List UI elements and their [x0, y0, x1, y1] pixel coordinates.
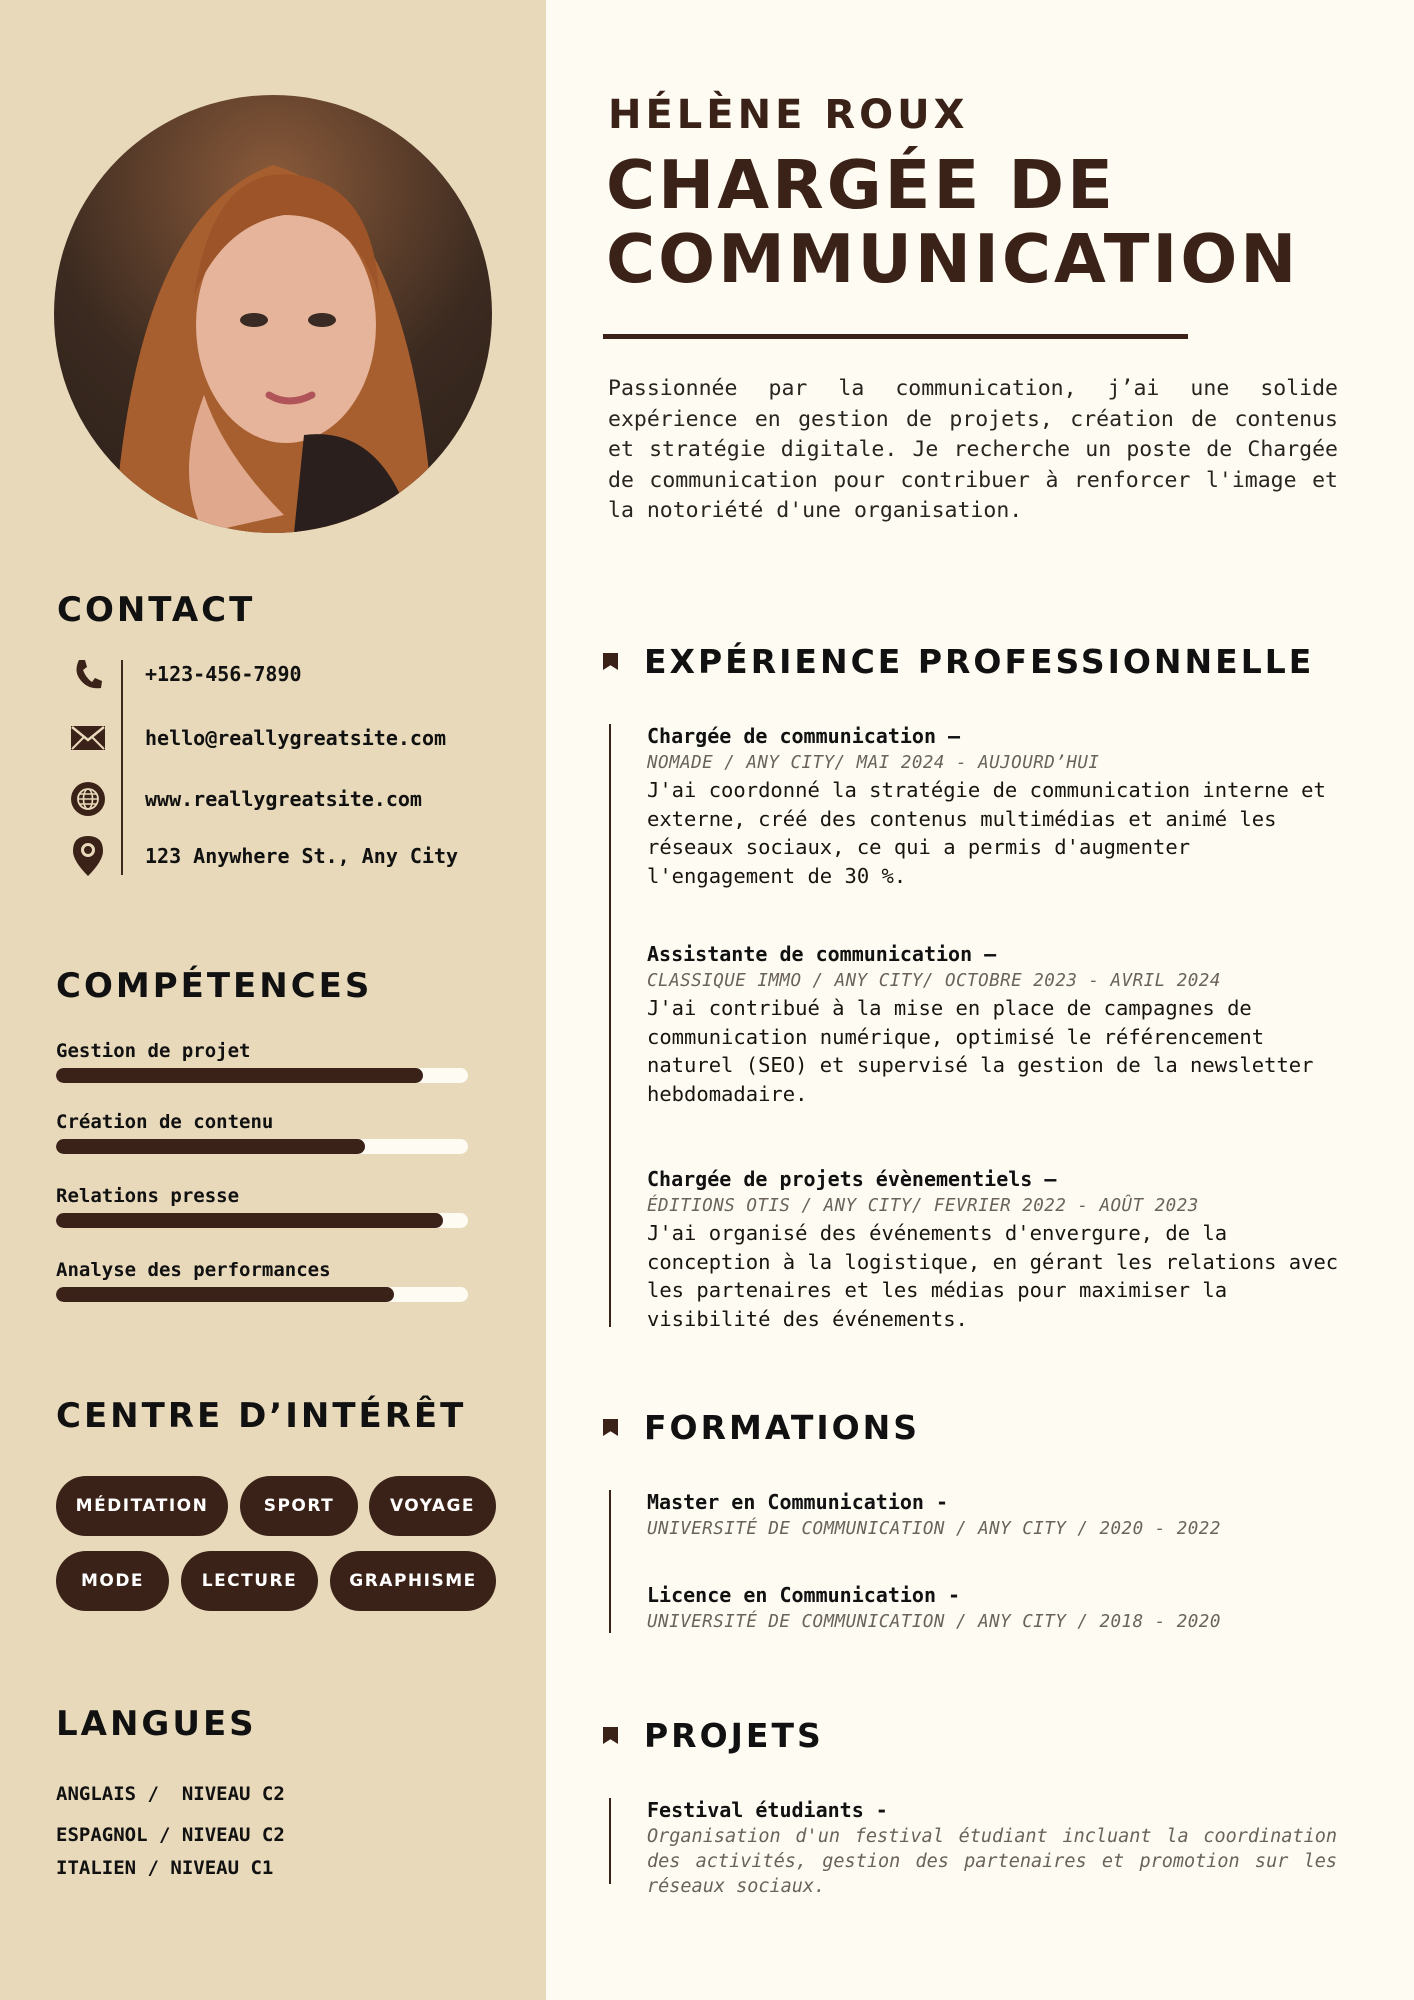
entry-title: Assistante de communication – — [647, 942, 997, 966]
skill-bar — [56, 1068, 468, 1083]
skill-bar — [56, 1287, 468, 1302]
interest-pill: VOYAGE — [369, 1476, 496, 1536]
skill-item — [56, 1040, 468, 1083]
job-title-line: COMMUNICATION — [606, 220, 1300, 298]
projects-heading — [603, 1716, 824, 1755]
skill-bar-fill — [56, 1068, 423, 1083]
phone-icon — [70, 656, 106, 692]
entry-description: Organisation d'un festival étudiant incluant la coordination des activités, gestion des partenaires et promotion sur les réseaux sociaux. — [647, 1826, 1337, 1897]
education-title: FORMATIONS — [644, 1408, 921, 1447]
skill-item — [56, 1111, 468, 1154]
job-title — [606, 148, 1299, 296]
interest-pill: GRAPHISME — [330, 1551, 496, 1611]
entry-description: J'ai coordonné la stratégie de communication interne et externe, créé des contenus multimédias et animé les réseaux sociaux, ce qui a permis d'augmenter l'engagement de 30 %. — [647, 778, 1326, 888]
language-item: ITALIEN / NIVEAU C1 — [56, 1857, 274, 1879]
profile-photo — [54, 95, 492, 533]
title-rule — [603, 334, 1188, 339]
contact-phone — [70, 656, 302, 692]
education-entry — [647, 1582, 1347, 1635]
contact-email-text[interactable]: hello@reallygreatsite.com — [145, 726, 447, 750]
entry-meta: NOMADE / ANY CITY/ MAI 2024 - AUJOURD’HUI — [647, 753, 1100, 773]
skills-title: COMPÉTENCES — [56, 966, 373, 1006]
skill-label: Relations presse — [56, 1185, 240, 1207]
contact-address — [70, 838, 459, 874]
skill-label: Analyse des performances — [56, 1259, 331, 1281]
entry-title: Master en Communication - — [647, 1490, 949, 1514]
globe-icon — [70, 781, 106, 817]
profile-summary: Passionnée par la communication, j’ai une solide expérience en gestion de projets, création de contenus et stratégie digitale. Je recherche un poste de Chargée de communication pour contribuer à renforcer l'image et la notoriété d'une organisation. — [608, 376, 1338, 523]
skill-bar — [56, 1139, 468, 1154]
education-timeline — [609, 1490, 611, 1633]
entry-meta: UNIVERSITÉ DE COMMUNICATION / ANY CITY / 2018 - 2020 — [647, 1612, 1221, 1632]
bookmark-icon — [603, 1727, 618, 1744]
contact-phone-text: +123-456-7890 — [145, 662, 302, 686]
contact-website-text[interactable]: www.reallygreatsite.com — [145, 787, 422, 811]
experience-title: EXPÉRIENCE PROFESSIONNELLE — [644, 642, 1315, 681]
education-heading — [603, 1408, 920, 1447]
contact-title: CONTACT — [57, 590, 256, 630]
interest-pill: SPORT — [240, 1476, 358, 1536]
entry-title: Festival étudiants - — [647, 1798, 888, 1822]
sidebar — [0, 0, 546, 2000]
skill-label: Gestion de projet — [56, 1040, 251, 1062]
contact-email — [70, 720, 447, 756]
location-pin-icon — [70, 838, 106, 874]
education-entry — [647, 1489, 1347, 1542]
experience-heading — [603, 642, 1314, 681]
person-name: HÉLÈNE ROUX — [608, 92, 969, 138]
skill-bar-fill — [56, 1287, 394, 1302]
languages-title: LANGUES — [56, 1704, 257, 1744]
skill-label: Création de contenu — [56, 1111, 274, 1133]
entry-title: Chargée de communication – — [647, 724, 961, 748]
interests-title: CENTRE D’INTÉRÊT — [56, 1396, 467, 1436]
projects-title: PROJETS — [644, 1716, 824, 1755]
contact-address-text: 123 Anywhere St., Any City — [145, 844, 459, 868]
experience-entry — [647, 723, 1347, 890]
experience-entry — [647, 941, 1347, 1108]
interest-pill: MODE — [56, 1551, 169, 1611]
skill-item — [56, 1185, 468, 1228]
interest-pill: MÉDITATION — [56, 1476, 228, 1536]
job-title-line: CHARGÉE DE — [606, 146, 1116, 224]
entry-meta: UNIVERSITÉ DE COMMUNICATION / ANY CITY / 2020 - 2022 — [647, 1519, 1221, 1539]
skill-bar-fill — [56, 1213, 443, 1228]
entry-description: J'ai organisé des événements d'envergure, de la conception à la logistique, en gérant les relations avec les partenaires et les médias pour maximiser la visibilité des événements. — [647, 1221, 1339, 1331]
skill-bar-fill — [56, 1139, 365, 1154]
contact-website — [70, 781, 422, 817]
language-item: ANGLAIS / NIVEAU C2 — [56, 1783, 285, 1805]
skill-item — [56, 1259, 468, 1302]
entry-description: J'ai contribué à la mise en place de campagnes de communication numérique, optimisé le référencement naturel (SEO) et supervisé la gestion de la newsletter hebdomadaire. — [647, 996, 1314, 1106]
bookmark-icon — [603, 653, 618, 670]
entry-meta: CLASSIQUE IMMO / ANY CITY/ OCTOBRE 2023 - AVRIL 2024 — [647, 971, 1221, 991]
mail-icon — [70, 720, 106, 756]
contact-divider — [121, 660, 123, 875]
language-item: ESPAGNOL / NIVEAU C2 — [56, 1824, 285, 1846]
entry-meta: ÉDITIONS OTIS / ANY CITY/ FEVRIER 2022 - AOÛT 2023 — [647, 1196, 1199, 1216]
project-entry — [647, 1797, 1347, 1899]
interest-pill: LECTURE — [181, 1551, 318, 1611]
entry-title: Licence en Communication - — [647, 1583, 961, 1607]
experience-entry — [647, 1166, 1347, 1333]
experience-timeline — [609, 724, 611, 1327]
bookmark-icon — [603, 1419, 618, 1436]
projects-timeline — [609, 1798, 611, 1884]
entry-title: Chargée de projets évènementiels – — [647, 1167, 1057, 1191]
skill-bar — [56, 1213, 468, 1228]
